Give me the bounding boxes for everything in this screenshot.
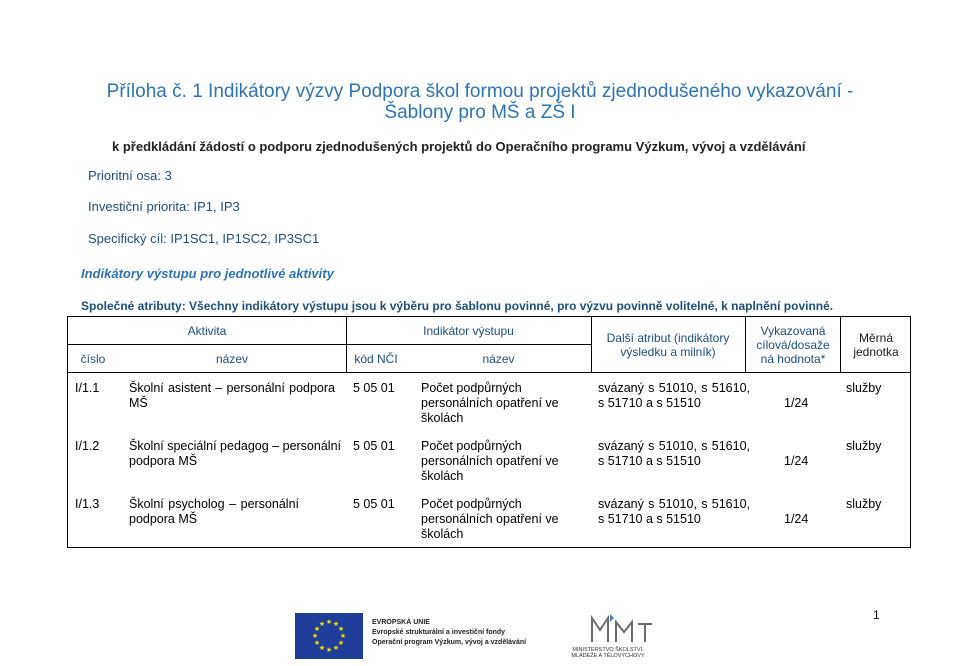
msmt-text-line1: MINISTERSTVO ŠKOLSTVÍ, — [572, 647, 644, 653]
row2-code: 5 05 01 — [353, 439, 395, 453]
priority-axis: Prioritní osa: 3 — [88, 168, 172, 183]
row2-number: I/1.2 — [75, 439, 100, 453]
indicator-table — [67, 316, 911, 548]
header-code: kód NČI — [354, 352, 398, 366]
row3-code: 5 05 01 — [353, 497, 395, 511]
svg-text:★: ★ — [339, 632, 347, 640]
common-attributes: Společné atributy: Všechny indikátory výstupu jsou k výběru pro šablonu povinné, pro výzvu povinně volitelné, k naplnění povinné. — [81, 299, 834, 313]
row3-unit: služby — [846, 497, 882, 511]
row2-name: Školní speciální pedagog – personální podpora MŠ — [129, 439, 341, 468]
row1-name: Školní asistent – personální podpora MŠ — [129, 381, 335, 410]
svg-text:★: ★ — [313, 625, 321, 633]
row3-indicator-name: Počet podpůrných personálních opatření ve školách — [421, 497, 559, 541]
row2-value: 1/24 — [784, 454, 809, 468]
msmt-text-line2: MLÁDEŽE A TĚLOVÝCHOVY — [571, 653, 645, 659]
row3-extra: svázaný s 51010, s 51610, s 51710 a s 51510 — [598, 497, 750, 526]
eu-text-line3: Operační program Výzkum, vývoj a vzdělávání — [372, 639, 527, 646]
eu-text-line2: Evropské strukturální a investiční fondy — [372, 629, 506, 636]
svg-text:★: ★ — [325, 646, 333, 654]
header-extra: Další atribut (indikátory výsledku a milník) — [606, 331, 730, 359]
row2-extra: svázaný s 51010, s 51610, s 51710 a s 51510 — [598, 439, 750, 468]
eu-flag-icon — [295, 613, 363, 659]
header-name: název — [215, 352, 249, 366]
svg-text:★: ★ — [337, 625, 345, 633]
doc-title-line2: Šablony pro MŠ a ZŠ I — [384, 102, 576, 123]
row2-indicator-name: Počet podpůrných personálních opatření ve školách — [421, 439, 559, 483]
svg-text:★: ★ — [313, 639, 321, 647]
svg-text:★: ★ — [337, 639, 345, 647]
header-indicator: Indikátor výstupu — [423, 324, 514, 338]
header-activity: Aktivita — [187, 324, 227, 338]
svg-text:★: ★ — [332, 620, 340, 628]
row1-number: I/1.1 — [75, 381, 100, 395]
svg-text:★: ★ — [311, 632, 319, 640]
page-number: 1 — [873, 608, 880, 622]
doc-subtitle: k předkládání žádostí o podporu zjednodušených projektů do Operačního programu Výzkum, vývoj a vzdělávání — [112, 139, 806, 154]
row3-name: Školní psycholog – personální podpora MŠ — [129, 497, 299, 526]
header-reported-value: Vykazovaná cílová/dosaže ná hodnota* — [756, 324, 830, 366]
svg-text:★: ★ — [332, 644, 340, 652]
svg-text:★: ★ — [325, 618, 333, 626]
section-title: Indikátory výstupu pro jednotlivé aktivity — [81, 266, 334, 281]
row3-value: 1/24 — [784, 512, 809, 526]
row1-value: 1/24 — [784, 396, 809, 410]
svg-text:★: ★ — [318, 644, 326, 652]
row3-number: I/1.3 — [75, 497, 100, 511]
svg-text:★: ★ — [318, 620, 326, 628]
msmt-logo-text — [562, 647, 654, 659]
row1-extra: svázaný s 51010, s 51610, s 51710 a s 51510 — [598, 381, 750, 410]
doc-title-line1: Příloha č. 1 Indikátory výzvy Podpora škol formou projektů zjednodušeného vykazování - — [106, 81, 854, 102]
specific-goal: Specifický cíl: IP1SC1, IP1SC2, IP3SC1 — [88, 231, 320, 246]
row1-code: 5 05 01 — [353, 381, 395, 395]
row2-unit: služby — [846, 439, 882, 453]
eu-logo-text — [372, 618, 526, 648]
header-number: číslo — [80, 352, 106, 366]
row1-indicator-name: Počet podpůrných personálních opatření ve školách — [421, 381, 559, 425]
row1-unit: služby — [846, 381, 882, 395]
header-unit: Měrná jednotka — [853, 331, 899, 359]
investment-priority: Investiční priorita: IP1, IP3 — [88, 199, 240, 214]
header-indicator-name: název — [482, 352, 515, 366]
eu-text-line1: EVROPSKÁ UNIE — [372, 619, 430, 626]
